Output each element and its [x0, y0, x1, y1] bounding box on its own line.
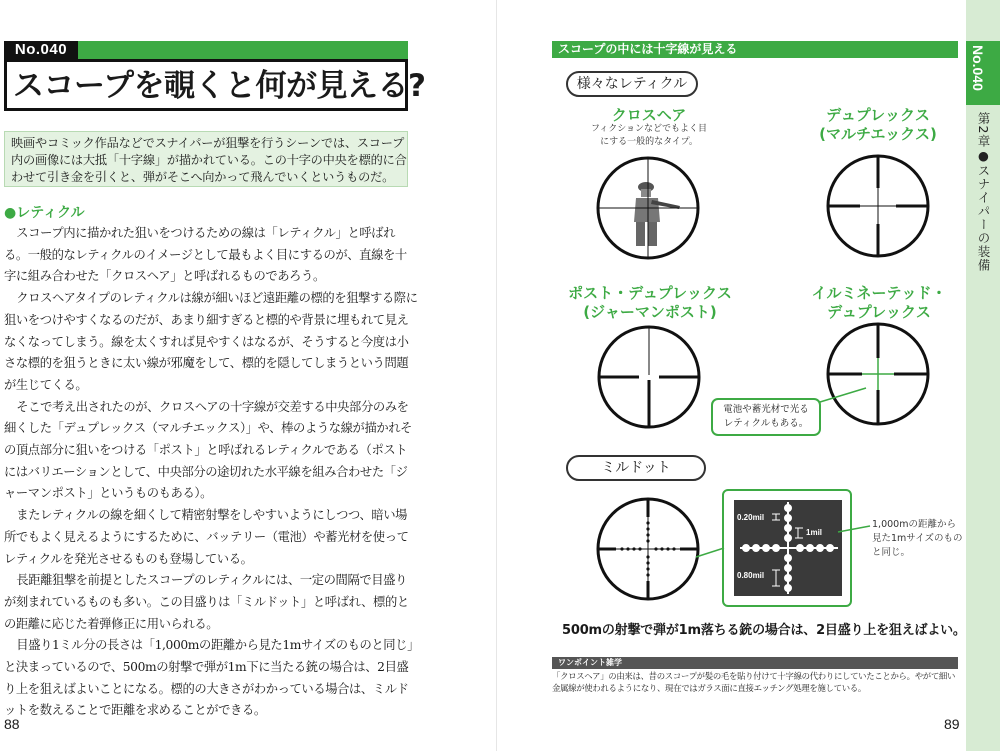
- milldot-label-080: 0.80mil: [737, 571, 765, 580]
- title-box: [4, 59, 426, 111]
- illuminated-scope: [820, 324, 928, 424]
- soldier-figure: [634, 182, 680, 246]
- number-badge: No.040: [4, 41, 78, 59]
- page-gutter: [496, 0, 497, 751]
- onepoint-text: 「クロスヘア」の由来は、昔のスコープが髪の毛を貼り付けて十字線の代わりにしていたことから。やがて細い金属線が使われるようになり、現在ではガラス面に直接エッチング処理を施している。: [552, 671, 956, 693]
- side-number-badge: [966, 41, 1000, 105]
- paragraph: 目盛り1ミル分の長さは「1,000mの距離から見た1mサイズのものと同じ」と決まっているので、500mの射撃で弾が1m下に当たる銃の場合は、2目盛り上を狙えばよいことになる。標的の大きさがわかっている場合は、ミルドットを数えることで距離を求めることができる。: [4, 638, 413, 718]
- intro-box: [4, 131, 408, 187]
- duplex-scope: [828, 156, 928, 256]
- paragraph: スコープ内に描かれた狙いをつけるための線は「レティクル」と呼ばれる。一般的なレティクルのイメージとして最もよく目にするのが、直線を十字に組み合わせた「クロスヘア」と呼ばれるものであろう。: [4, 226, 407, 284]
- section-heading: ●レティクル: [4, 205, 85, 221]
- illumination-callout-text: 電池や蓄光材で光る レティクルもある。: [723, 404, 809, 429]
- page-number-right: 89: [944, 716, 960, 732]
- body-text: [4, 223, 418, 722]
- reticle-name-crosshair: クロスヘア: [611, 106, 687, 124]
- paragraph: またレティクルの線を細くして精密射撃をしやすいようにしつつ、暗い場所でもよく見えるようにするために、バッテリー（電池）や蓄光材を使ってレティクルを発光させるものも登場している。: [4, 508, 409, 566]
- reticle-name-duplex: デュプレックス (マルチエックス): [819, 106, 937, 143]
- milldot-group-label: ミルドット: [566, 455, 706, 481]
- reticle-name-post: ポスト・デュプレックス (ジャーマンポスト): [568, 284, 732, 321]
- paragraph: 長距離狙撃を前提としたスコープのレティクルには、一定の間隔で目盛りが刻まれているものも多い。この目盛りは「ミルドット」と呼ばれ、標的との距離に応じた着弾修正に用いられる。: [4, 573, 409, 631]
- post-scope: [599, 327, 699, 427]
- paragraph: そこで考え出されたのが、クロスヘアの十字線が交差する中央部分のみを細くした「デュプレックス（マルチエックス）」や、棒のような線が描かれその頂点部分に狙いをつける「ポスト」と呼ばれるレティクルである（ポストにはバリエーションとして、中央部分の途切れた水平線を組み合わせた「ジャーマンポスト」というものもある）。: [4, 399, 413, 501]
- conclusion-text: 500mの射撃で弾が1m落ちる銃の場合は、2目盛り上を狙えばよい。: [562, 623, 966, 638]
- side-number: No.040: [970, 45, 986, 91]
- crosshair-scope: [598, 158, 698, 258]
- reticle-name-illuminated: イルミネーテッド・ デュプレックス: [811, 284, 947, 321]
- intro-text: 映画やコミック作品などでスナイパーが狙撃を行うシーンでは、スコープ内の画像には大抵「十字線」が描かれている。この十字の中央を標的に合わせて引き金を引くと、弾がそこへ向かって飛んでいくというものだ。: [11, 136, 407, 184]
- milldot-side-note: 1,000mの距離から見た1mサイズのものと同じ。: [872, 519, 963, 558]
- chapter-title: 第2章●スナイパーの装備: [976, 112, 991, 272]
- crosshair-note: フィクションなどでもよく目にする一般的なタイプ。: [590, 124, 708, 147]
- page-title: スコープを覗くと何が見える?: [13, 68, 426, 104]
- paragraph: クロスヘアタイプのレティクルは線が細いほど遠距離の標的を狙撃する際に狙いをつけやすくなるのだが、あまり細すぎると標的や背景に埋もれて見えなくなってしまう。線を太くすれば見やすくはなるが、そうすると今度は小さな標的を狙うときに太い線が邪魔をして、標的を隠してしまうという問題が生じてくる。: [4, 291, 418, 392]
- page-number-left: 88: [4, 716, 20, 732]
- figure-title: スコープの中には十字線が見える: [552, 41, 958, 58]
- illumination-callout: [711, 398, 821, 436]
- onepoint-heading: ワンポイント雑学: [552, 657, 958, 669]
- reticle-group-label: 様々なレティクル: [566, 71, 698, 97]
- milldot-scope: [598, 499, 724, 599]
- milldot-label-020: 0.20mil: [737, 513, 765, 522]
- milldot-label-1mil: 1mil: [806, 528, 823, 537]
- number-badge-bar: [4, 41, 408, 59]
